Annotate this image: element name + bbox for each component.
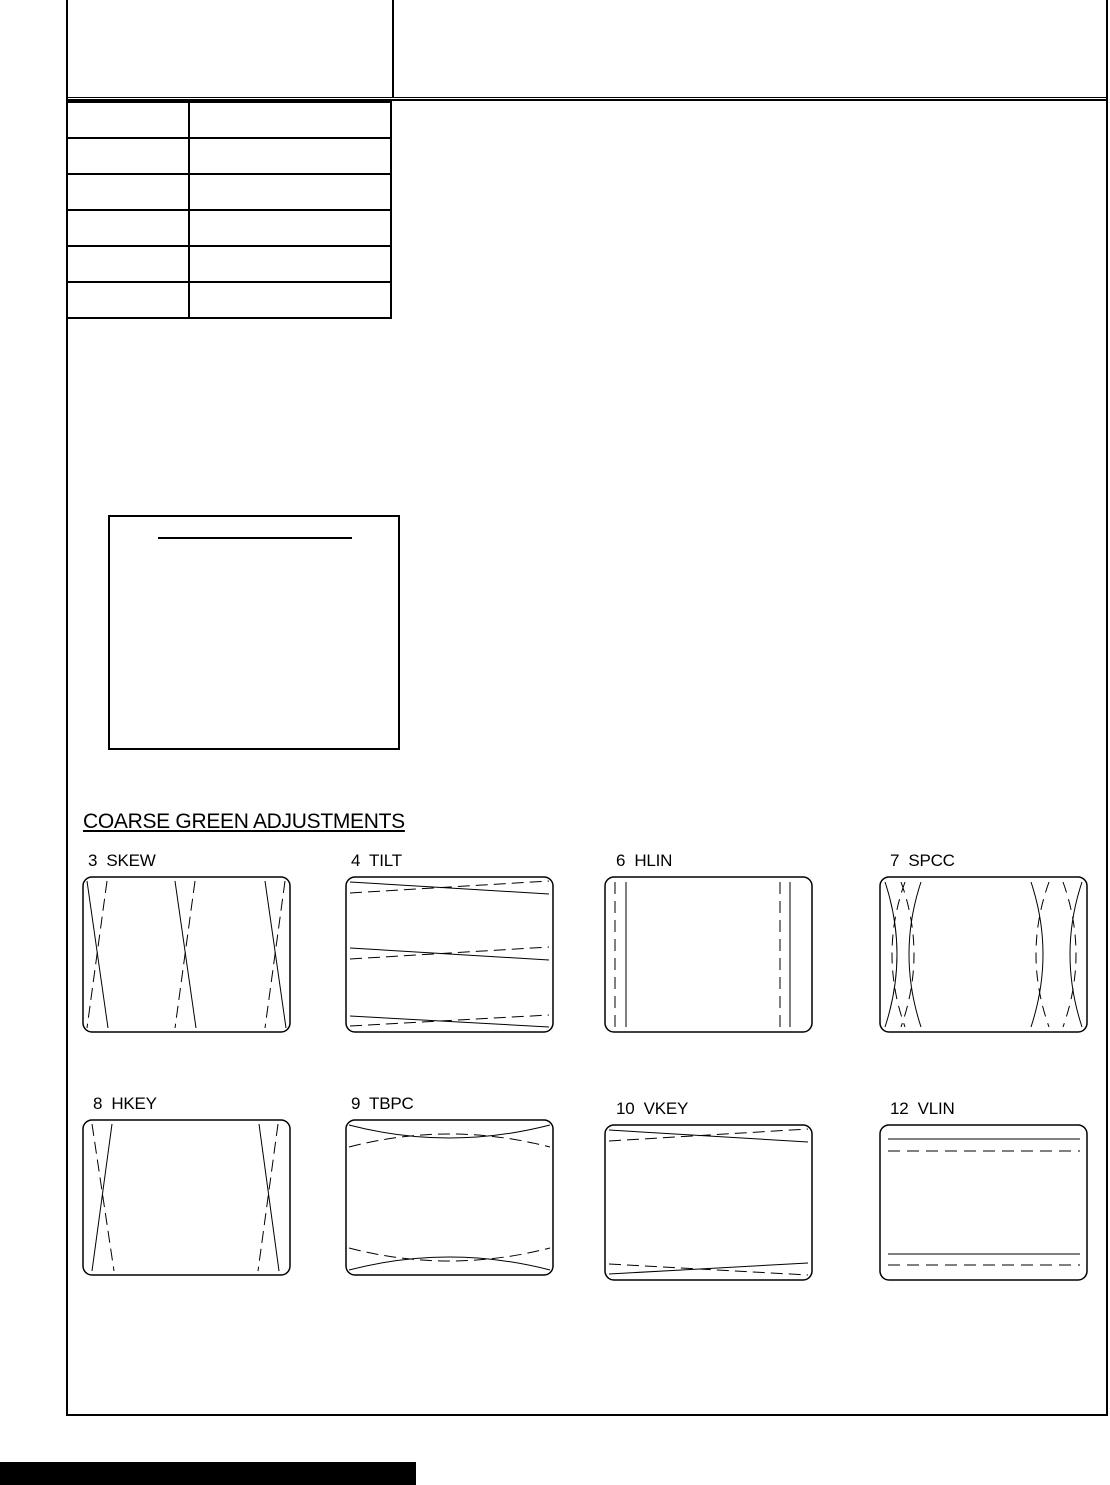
hkey-diagram bbox=[82, 1119, 291, 1276]
adjustment-label-vkey: 10 VKEY bbox=[616, 1099, 689, 1118]
table-row bbox=[66, 138, 391, 174]
adjustment-label-hkey: 8 HKEY bbox=[93, 1094, 157, 1113]
table-row bbox=[66, 102, 391, 138]
table-row bbox=[66, 282, 391, 318]
header-divider bbox=[392, 0, 394, 98]
adjustment-label-tilt: 4 TILT bbox=[351, 851, 402, 870]
adjustment-label-tbpc: 9 TBPC bbox=[351, 1094, 414, 1113]
adjustment-label-hlin: 6 HLIN bbox=[616, 851, 673, 870]
tbpc-diagram bbox=[345, 1119, 554, 1276]
table-row bbox=[66, 210, 391, 246]
table-row bbox=[66, 246, 391, 282]
note-box-rule bbox=[158, 537, 352, 539]
note-box bbox=[108, 515, 400, 750]
vlin-diagram bbox=[879, 1124, 1088, 1281]
hlin-diagram bbox=[604, 876, 813, 1033]
section-title: COARSE GREEN ADJUSTMENTS bbox=[83, 810, 405, 833]
adjustment-label-skew: 3 SKEW bbox=[88, 851, 156, 870]
skew-diagram bbox=[82, 876, 291, 1033]
footer-bar bbox=[0, 1462, 416, 1485]
spcc-diagram bbox=[879, 876, 1088, 1033]
vkey-diagram bbox=[604, 1124, 813, 1281]
adjustment-label-spcc: 7 SPCC bbox=[890, 851, 955, 870]
tilt-diagram bbox=[345, 876, 554, 1033]
table-row bbox=[66, 174, 391, 210]
spec-table bbox=[66, 101, 392, 319]
adjustment-label-vlin: 12 VLIN bbox=[890, 1099, 955, 1118]
